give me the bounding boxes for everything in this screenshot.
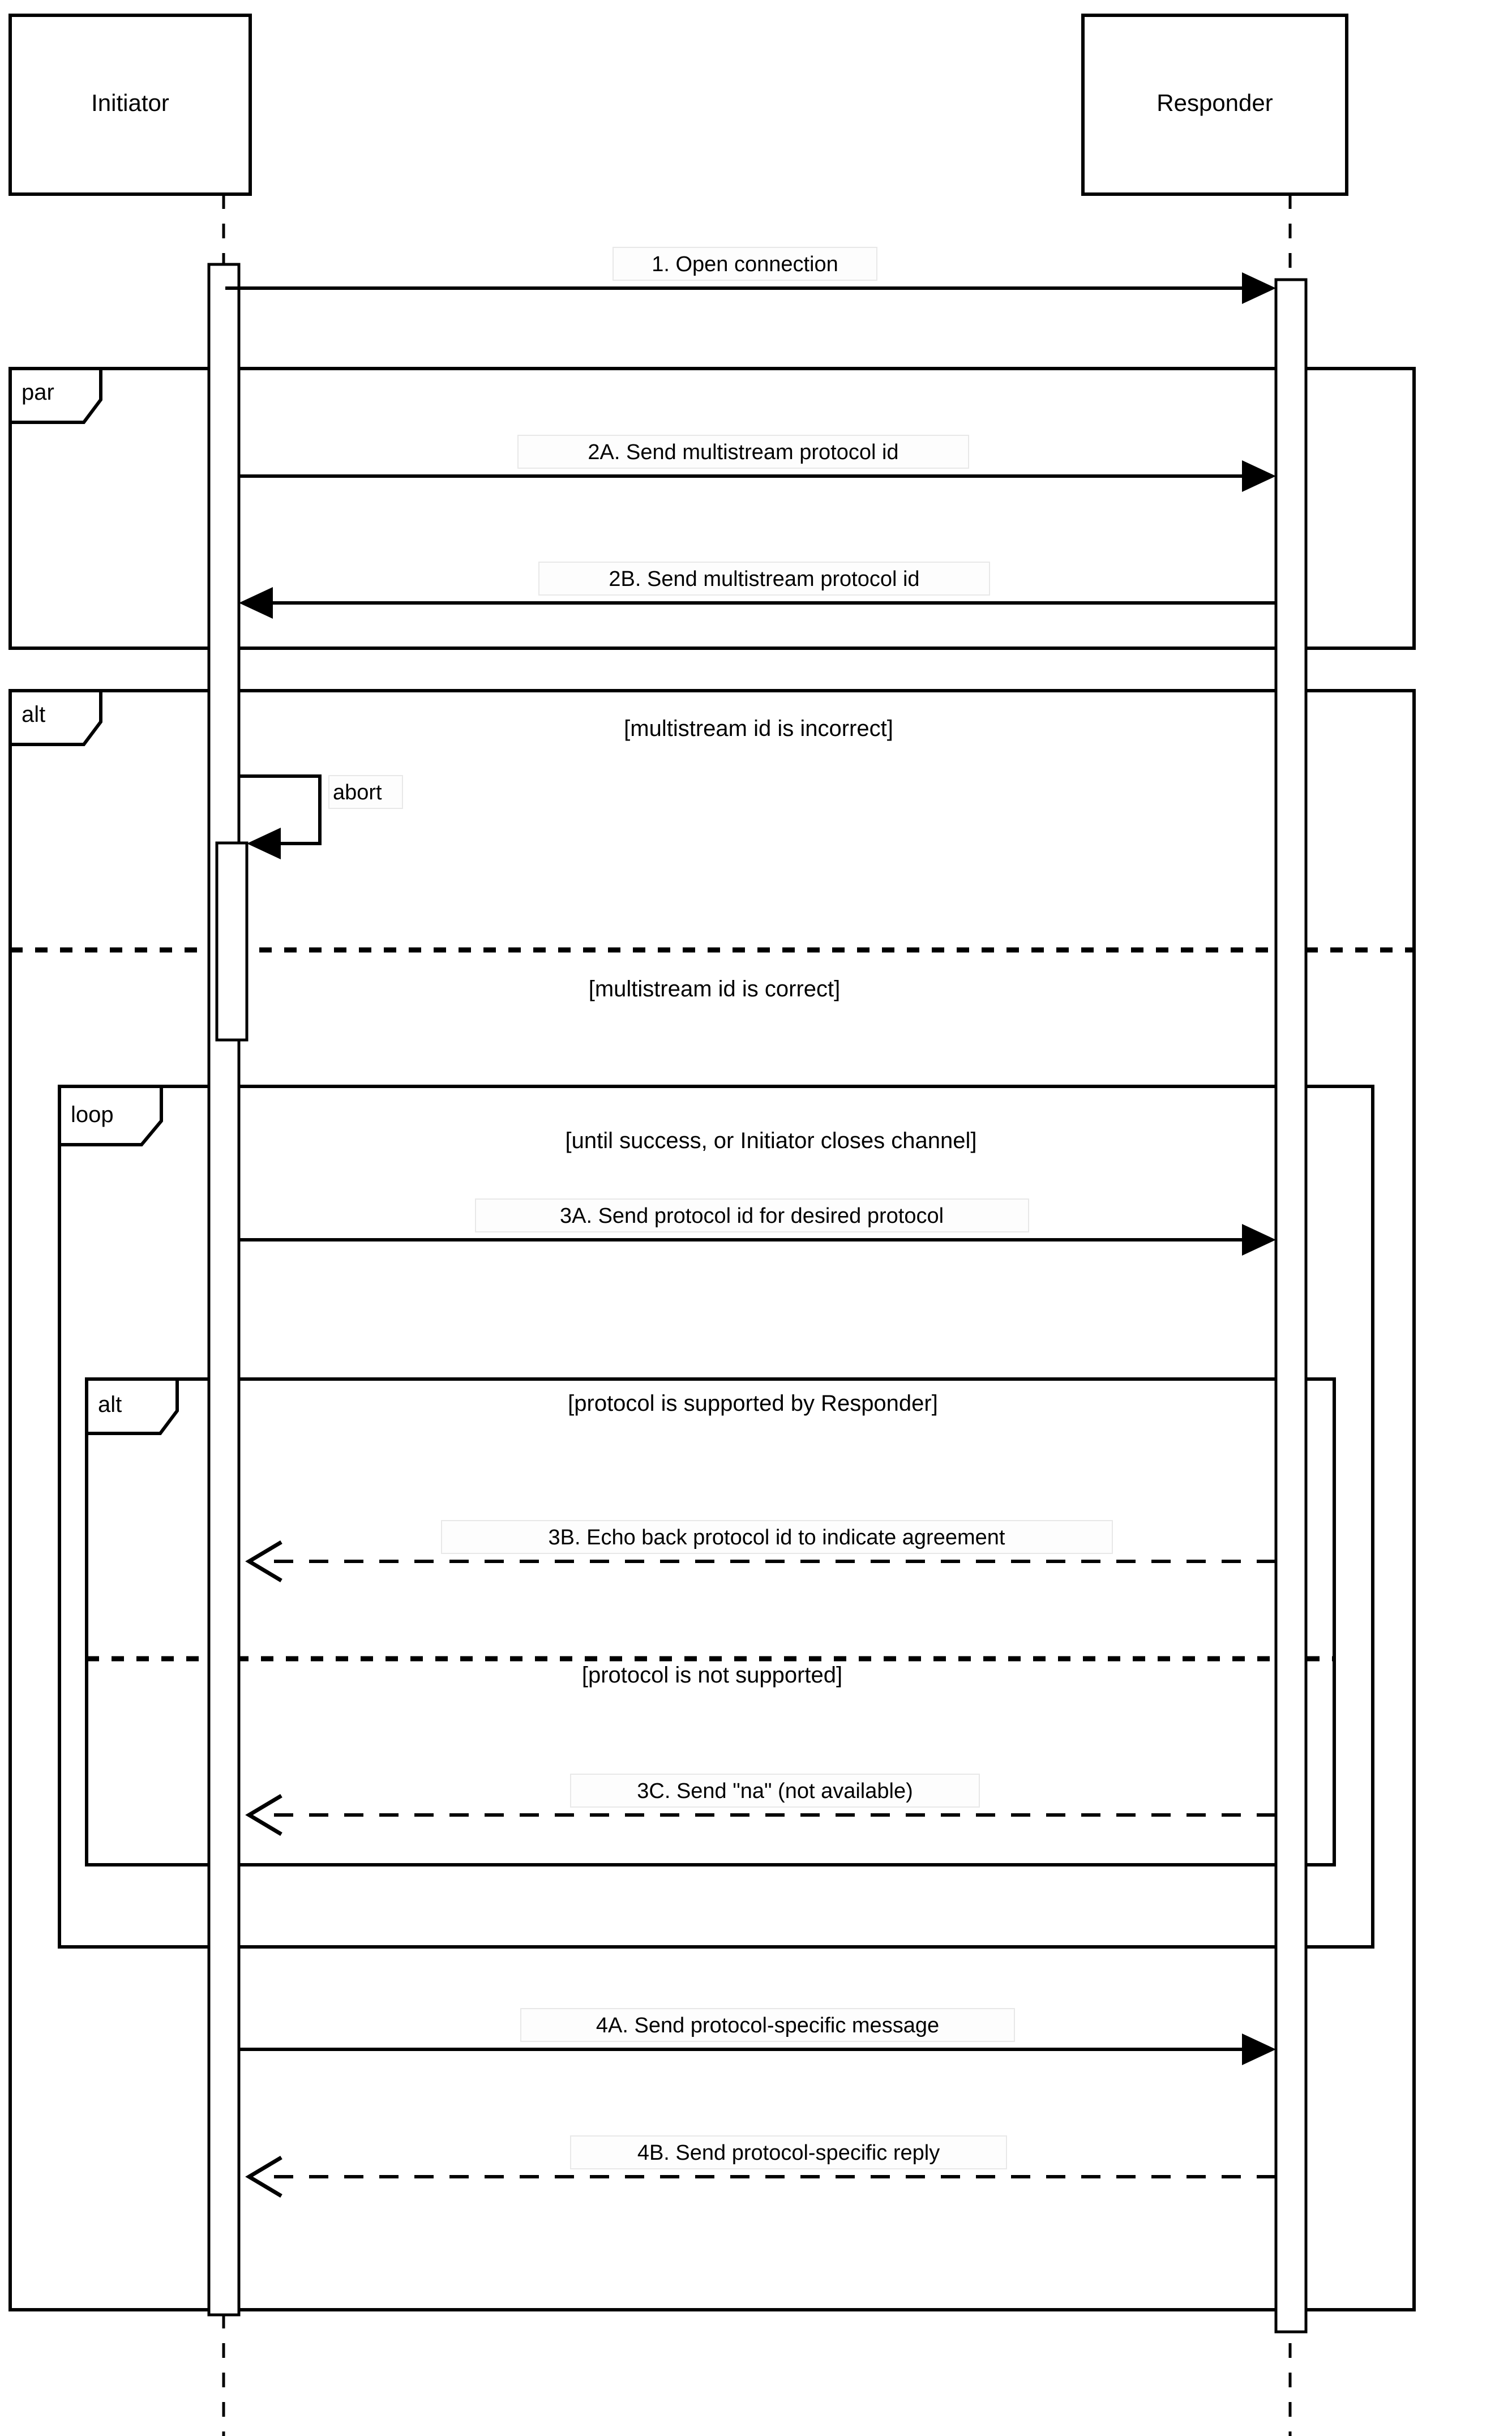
activation-bar-responder (1276, 280, 1306, 2332)
message-label-3c: 3C. Send "na" (not available) (637, 1779, 913, 1803)
message-label-abort: abort (333, 781, 382, 804)
message-label-3a: 3A. Send protocol id for desired protocol (559, 1204, 944, 1228)
activation-bar-initiator-nested (217, 843, 247, 1040)
actor-label-responder: Responder (1157, 89, 1273, 117)
message-label-4a: 4A. Send protocol-specific message (596, 2014, 940, 2037)
guard-protocol-supported: [protocol is supported by Responder] (568, 1391, 938, 1416)
arrowhead-open-connection (1242, 272, 1276, 304)
message-label-2a: 2A. Send multistream protocol id (588, 440, 899, 464)
fragment-alt-inner-kind: alt (98, 1392, 122, 1417)
arrowhead-3a (1242, 1224, 1276, 1256)
fragment-par-kind: par (22, 380, 54, 405)
message-label-3b: 3B. Echo back protocol id to indicate agreement (548, 1526, 1005, 1549)
message-label-4b: 4B. Send protocol-specific reply (637, 2141, 940, 2165)
guard-loop-condition: [until success, or Initiator closes channel] (565, 1128, 977, 1153)
actor-label-initiator: Initiator (91, 89, 169, 117)
guard-multistream-incorrect: [multistream id is incorrect] (624, 716, 893, 741)
fragment-alt-outer-kind: alt (22, 702, 46, 727)
fragment-loop-kind: loop (71, 1102, 114, 1127)
arrowhead-4a (1242, 2033, 1276, 2065)
message-label-open-connection: 1. Open connection (652, 252, 838, 276)
arrowhead-abort (247, 828, 281, 859)
message-label-2b: 2B. Send multistream protocol id (609, 567, 920, 591)
guard-protocol-not-supported: [protocol is not supported] (581, 1663, 843, 1688)
arrowhead-2b (239, 587, 273, 619)
activation-bar-initiator (209, 264, 239, 2315)
arrowhead-2a (1242, 460, 1276, 492)
guard-multistream-correct: [multistream id is correct] (588, 977, 841, 1001)
